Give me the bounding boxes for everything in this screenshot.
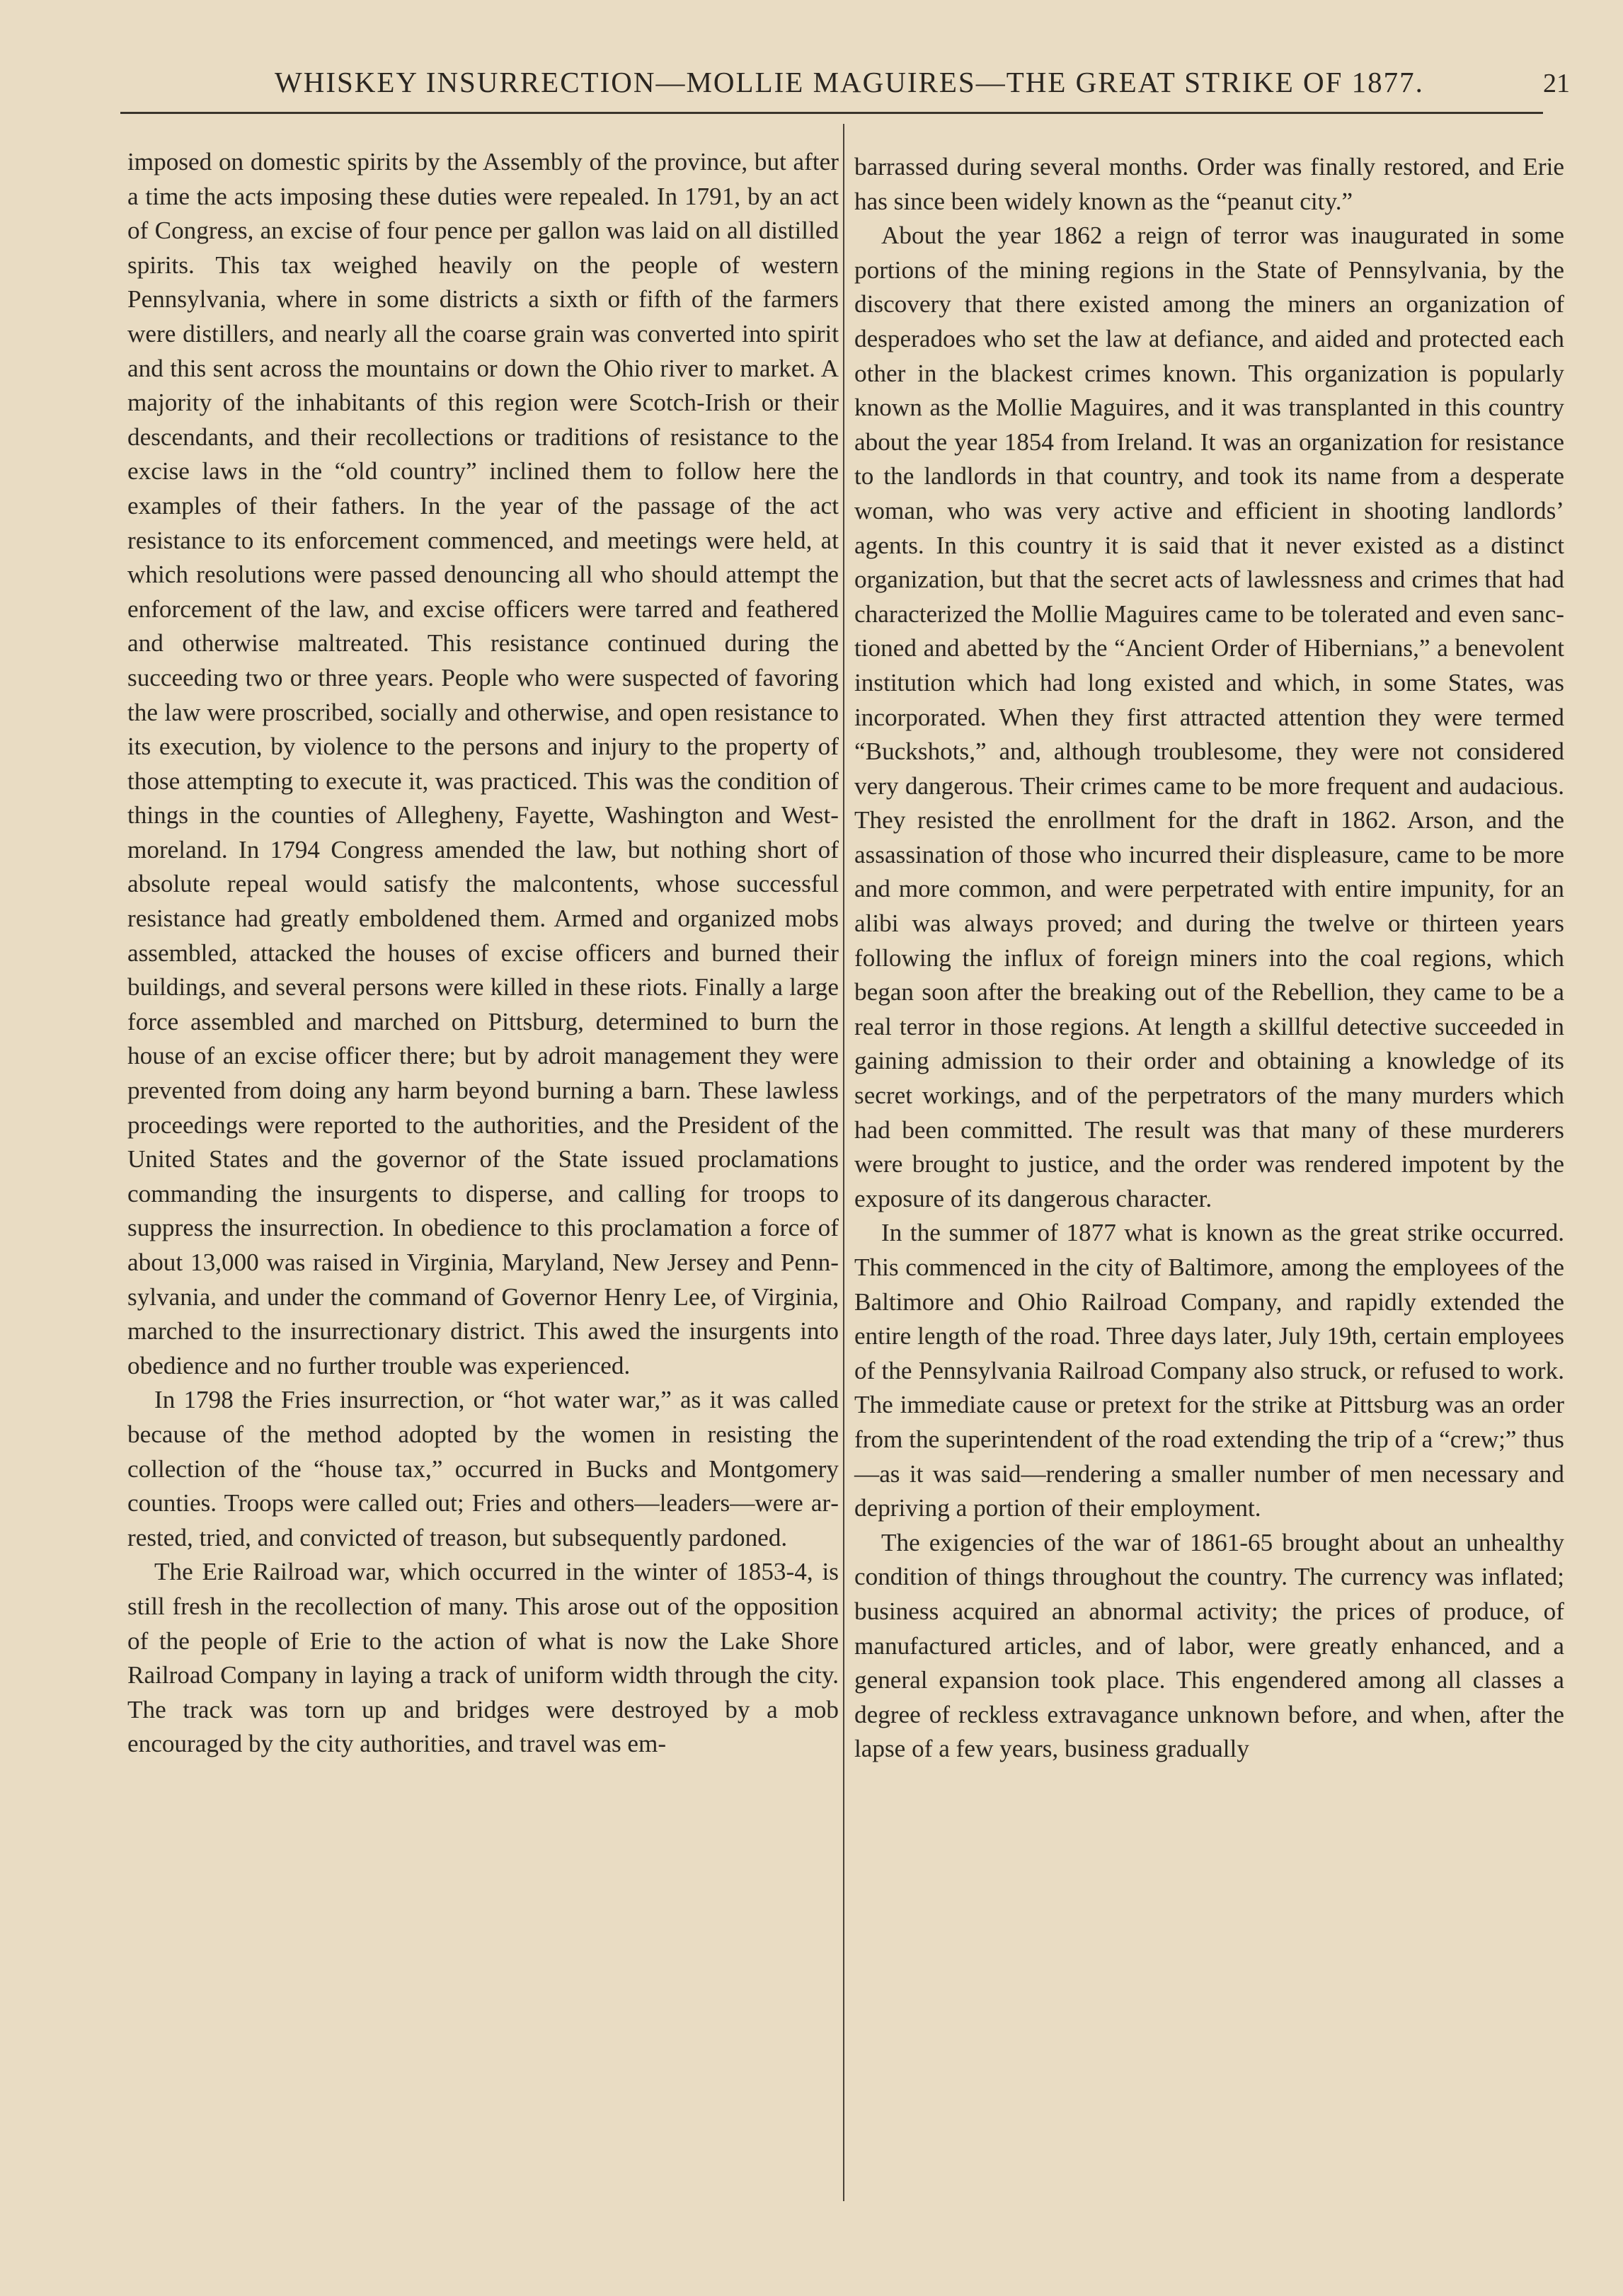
header-rule [120,112,1543,114]
paragraph-erie-railroad-war: The Erie Railroad war, which occurred in the winter of 1853-4, is still fresh in the recollection of many. This arose out of the opposition of the people of Erie to the action of what is now the Lake Shore Railroad Company in laying a track of uniform width through the city. The track was torn up and bridges were destroyed by a mob encouraged by the city authorities, and travel was em- [127,1558,839,1758]
right-column [854,150,1564,1767]
page-number: 21 [1543,69,1570,98]
paragraph-erie-continued: barrassed during several months. Order was finally restored, and Erie has since been widely known as the “peanut city.” [854,153,1564,215]
paragraph-great-strike: In the summer of 1877 what is known as the great strike occurred. This commenced in the city of Baltimore, among the employees of the Baltimore and Ohio Railroad Company, and rapidly extended the entire length of the road. Three days later, July 19th, certain employees of the Pennsylvania Railroad Company also struck, or refused to work. The immediate cause or pretext for the strike at Pittsburg was an order from the superintendent of the road extending the trip of a “crew;” thus—as it was said—rendering a smaller number of men necessary and depriving a portion of their employment. [854,1219,1564,1522]
paragraph-war-exigencies: The exigencies of the war of 1861-65 brought about an unhealthy condition of things throughout the country. The currency was inflated; business acquired an abnormal activity; the prices of produce, of manufactured articles, and of labor, were greatly enhanced, and a general expansion took place. This engendered among all classes a degree of reckless extravagance unknown before, and when, after the lapse of a few years, business gradually [854,1528,1564,1763]
left-column [127,145,839,1762]
paragraph-mollie-maguires: About the year 1862 a reign of terror was inaugurated in some portions of the mining regions in the State of Pennsylvania, by the discovery that there existed among the miners an organization of desperadoes who set the law at defiance, and aided and protected each other in the blackest crimes known. This organization is popularly known as the Mollie Maguires, and it was transplanted in this country about the year 1854 from Ireland. It was an organization for resistance to the landlords in that country, and took its name from a desperate woman, who was very active and efficient in shooting landlords’ agents. In this country it is said that it never existed as a distinct organization, but that the secret acts of lawlessness and crimes that had characterized the Mollie Maguires came to be tolerated and even sanctioned and abetted by the “Ancient Order of Hibernians,” a benevolent institution which had long existed and which, in some States, was incorporated. When they first attracted attention they were termed “Buckshots,” and, although troublesome, they were not considered very dangerous. Their crimes came to be more frequent and audacious. They resisted the enrollment for the draft in 1862. Arson, and the assassination of those who incurred their displeasure, came to be more and more common, and were perpetrated with entire impunity, for an alibi was always proved; and during the twelve or thirteen years following the influx of foreign miners into the coal regions, which began soon after the breaking out of the Rebellion, they came to be a real terror in those regions. At length a skillful detective succeeded in gaining admission to their order and obtaining a knowledge of its secret workings, and of the perpetrators of the many murders which had been committed. The result was that many of these murderers were brought to justice, and the order was rendered impotent by the exposure of its dangerous character. [854,222,1564,1212]
paragraph-fries-insurrection: In 1798 the Fries insurrection, or “hot water war,” as it was called because of the method adopted by the women in resisting the collection of the “house tax,” occurred in Bucks and Montgomery counties. Troops were called out; Fries and others—leaders—were arrested, tried, and convicted of treason, but subsequently pardoned. [127,1386,839,1551]
running-head-title: WHISKEY INSURRECTION—MOLLIE MAGUIRES—THE GREAT STRIKE OF 1877. [275,66,1424,98]
paragraph-whiskey-insurrection: imposed on domestic spirits by the Assembly of the province, but after a time the acts imposing these duties were repealed. In 1791, by an act of Congress, an excise of four pence per gallon was laid on all distilled spirits. This tax weighed heavily on the people of western Pennsylvania, where in some districts a sixth or fifth of the farmers were distillers, and nearly all the coarse grain was converted into spirit and this sent across the mountains or down the Ohio river to market. A majority of the inhabitants of this region were Scotch-Irish or their descendants, and their recollections or traditions of resistance to the excise laws in the “old country” inclined them to follow here the examples of their fathers. In the year of the passage of the act resistance to its enforcement commenced, and meetings were held, at which resolutions were passed denouncing all who should attempt the enforcement of the law, and excise officers were tarred and feathered and otherwise maltreated. This resistance continued during the succeeding two or three years. People who were suspected of favoring the law were proscribed, socially and otherwise, and open resistance to its execution, by violence to the persons and injury to the property of those attempting to execute it, was practiced. This was the condition of things in the counties of Allegheny, Fayette, Washington and Westmoreland. In 1794 Congress amended the law, but nothing short of absolute repeal would satisfy the malcontents, whose successful resistance had greatly emboldened them. Armed and organized mobs assembled, attacked the houses of excise officers and burned their buildings, and several persons were killed in these riots. Finally a large force assembled and marched on Pittsburg, determined to burn the house of an excise officer there; but by adroit management they were prevented from doing any harm beyond burning a barn. These lawless proceedings were reported to the authorities, and the President of the United States and the governor of the State issued proclamations commanding the insurgents to disperse, and calling for troops to suppress the insurrection. In obedience to this proclamation a force of about 13,000 was raised in Virginia, Maryland, New Jersey and Pennsylvania, and under the command of Governor Henry Lee, of Virginia, marched to the insurrectionary district. This awed the insurgents into obedience and no further trouble was experienced. [127,148,839,1379]
column-divider [843,124,844,2201]
